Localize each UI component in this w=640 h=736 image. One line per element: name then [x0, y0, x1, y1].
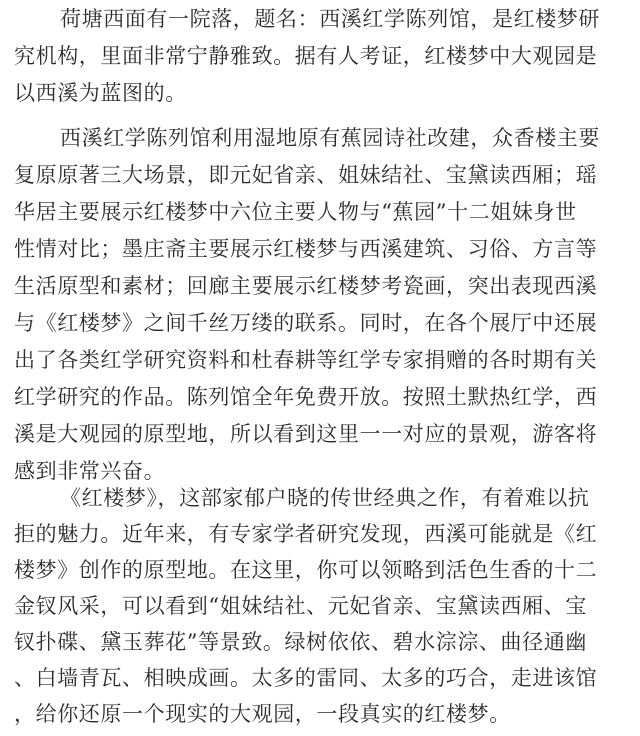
text-line: 究机构，里面非常宁静雅致。据有人考证，红楼梦中大观园是	[14, 44, 598, 68]
text-line: 楼梦》创作的原型地。在这里，你可以领略到活色生香的十二	[14, 558, 598, 582]
text-line: 红学研究的作品。陈列馆全年免费开放。按照土默热红学，西	[14, 385, 598, 409]
text-line: 出了各类红学研究资料和杜春耕等红学专家捐赠的各时期有关	[14, 348, 598, 372]
text-line: 溪是大观园的原型地，所以看到这里一一对应的景观，游客将	[14, 422, 598, 446]
text-line: 与《红楼梦》之间千丝万缕的联系。同时，在各个展厅中还展	[14, 311, 598, 335]
text-line: 荷塘西面有一院落，题名：西溪红学陈列馆，是红楼梦研	[60, 7, 600, 31]
text-line: ，给你还原一个现实的大观园，一段真实的红楼梦。	[14, 702, 511, 726]
text-line: 复原原著三大场景，即元妃省亲、姐妹结社、宝黛读西厢；瑶	[14, 163, 598, 187]
text-line: 《红楼梦》，这部家郁户晓的传世经典之作，有着难以抗	[60, 486, 590, 510]
text-line: 性情对比；墨庄斋主要展示红楼梦与西溪建筑、习俗、方言等	[14, 237, 598, 261]
text-line: 西溪红学陈列馆利用湿地原有蕉园诗社改建，众香楼主要	[60, 126, 600, 150]
text-line: 以西溪为蓝图的。	[14, 81, 187, 105]
text-line: 拒的魅力。近年来，有专家学者研究发现，西溪可能就是《红	[14, 522, 598, 546]
text-line: 生活原型和素材；回廊主要展示红楼梦考瓷画，突出表现西溪	[14, 274, 598, 298]
text-line: 感到非常兴奋。	[14, 459, 166, 483]
text-line: 、白墙青瓦、相映成画。太多的雷同、太多的巧合，走进该馆	[14, 666, 598, 690]
text-line: 钗扑碟、黛玉葬花”等景致。绿树依依、碧水淙淙、曲径通幽	[14, 630, 587, 654]
text-line: 华居主要展示红楼梦中六位主要人物与“蕉园”十二姐妹身世	[14, 200, 577, 224]
text-line: 金钗风采，可以看到“姐妹结社、元妃省亲、宝黛读西厢、宝	[14, 594, 587, 618]
